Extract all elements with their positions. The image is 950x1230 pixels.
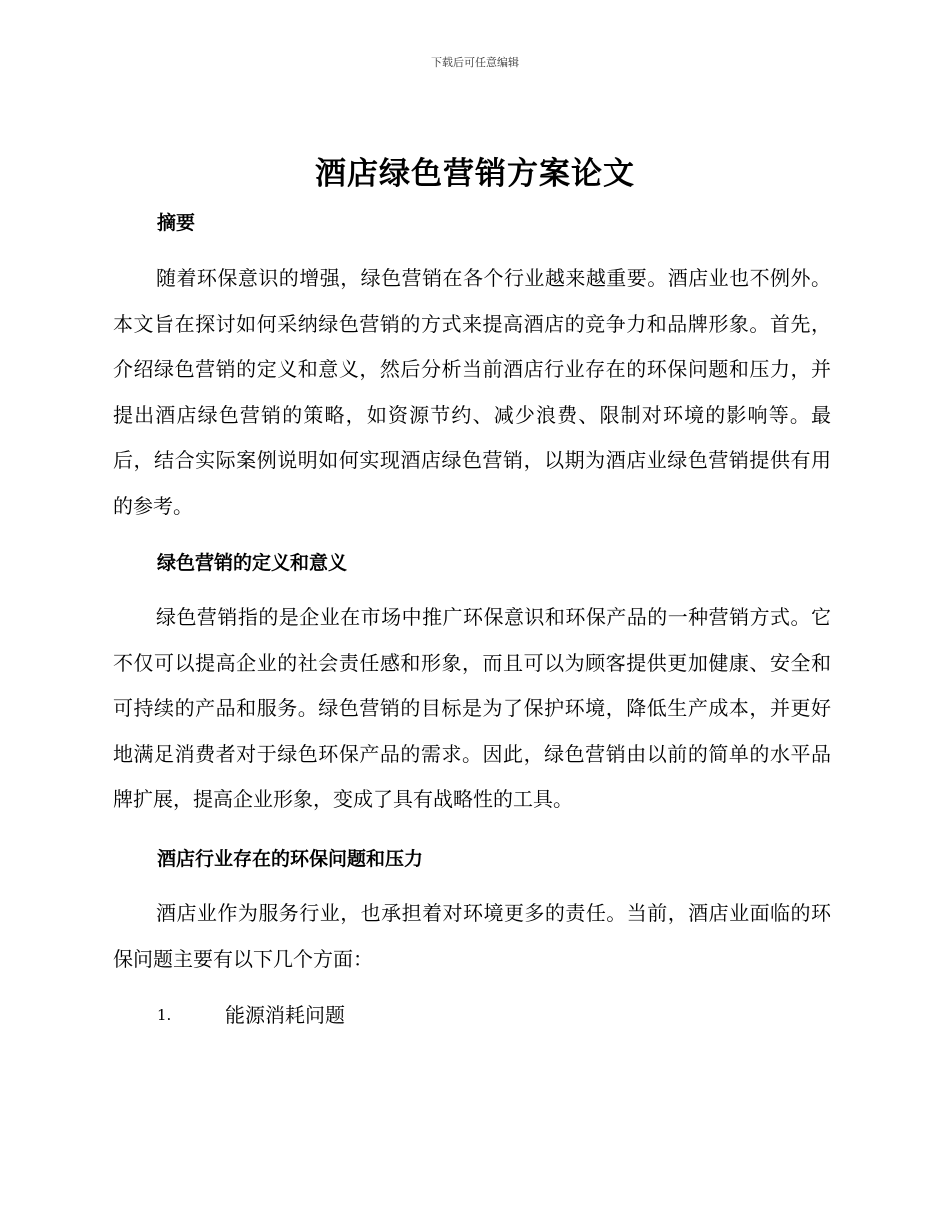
- header-note: 下载后可任意编辑: [431, 56, 519, 69]
- section-heading-problems: 酒店行业存在的环保问题和压力: [157, 848, 424, 870]
- section-heading-abstract: 摘要: [157, 212, 196, 234]
- paragraph-definition: 绿色营销指的是企业在市场中推广环保意识和环保产品的一种营销方式。它不仅可以提高企业的社会责任感和形象，而且可以为顾客提供更加健康、安全和可持续的产品和服务。绿色营销的目标是为了保护环境，降低生产成本，并更好地满足消费者对于绿色环保产品的需求。因此，绿色营销由以前的简单的水平品牌扩展，提高企业形象，变成了具有战略性的工具。: [113, 605, 831, 811]
- list-item-text: 能源消耗问题: [225, 1003, 345, 1027]
- document-title: 酒店绿色营销方案论文: [315, 156, 635, 192]
- list-item: [157, 1000, 345, 1030]
- paragraph-abstract: 随着环保意识的增强，绿色营销在各个行业越来越重要。酒店业也不例外。本文旨在探讨如何采纳绿色营销的方式来提高酒店的竞争力和品牌形象。首先，介绍绿色营销的定义和意义，然后分析当前酒店行业存在的环保问题和压力，并提出酒店绿色营销的策略，如资源节约、减少浪费、限制对环境的影响等。最后，结合实际案例说明如何实现酒店绿色营销，以期为酒店业绿色营销提供有用的参考。: [113, 266, 831, 518]
- list-item-number: 1.: [157, 1006, 172, 1024]
- paragraph-problems: 酒店业作为服务行业，也承担着对环境更多的责任。当前，酒店业面临的环保问题主要有以下几个方面：: [113, 901, 831, 971]
- section-heading-definition: 绿色营销的定义和意义: [157, 552, 348, 574]
